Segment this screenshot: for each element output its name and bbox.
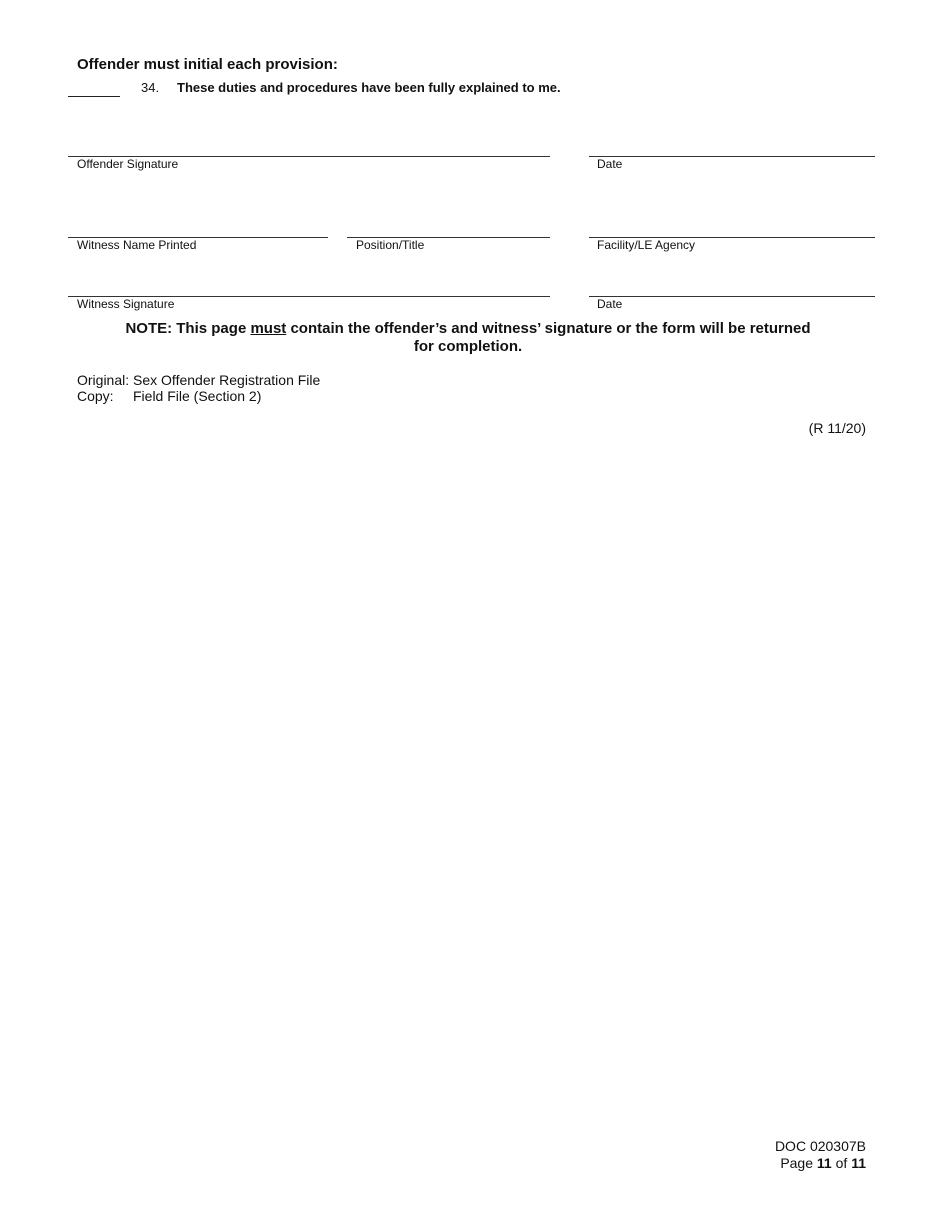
section-heading: Offender must initial each provision: (77, 56, 338, 73)
page-indicator (775, 1155, 866, 1172)
page-current: 11 (816, 1155, 832, 1171)
position-title-label: Position/Title (356, 238, 425, 252)
page-prefix: Page (780, 1155, 814, 1171)
witness-signature-label: Witness Signature (77, 297, 175, 311)
note-suffix: contain the offender’s and witness’ signature or the form will be returned for completion. (286, 320, 811, 355)
initials-line[interactable] (68, 96, 120, 97)
witness-name-label: Witness Name Printed (77, 238, 197, 252)
witness-date-label: Date (597, 297, 623, 311)
witness-date-line[interactable] (589, 296, 875, 297)
completion-note (120, 320, 816, 356)
page-of: of (835, 1155, 848, 1171)
revision-code: (R 11/20) (808, 420, 866, 436)
doc-number: DOC 020307B (774, 1138, 866, 1154)
offender-date-label: Date (597, 157, 623, 171)
distribution-original (77, 372, 320, 388)
copy-label: Copy: (77, 388, 114, 404)
document-footer (775, 1138, 866, 1172)
original-label: Original: (77, 372, 130, 388)
distribution-list (77, 372, 320, 404)
provision-number: 34. (141, 80, 160, 95)
offender-signature-label: Offender Signature (77, 157, 179, 171)
note-prefix: NOTE: This page (125, 320, 251, 337)
original-value: Sex Offender Registration File (133, 372, 321, 388)
distribution-copy (77, 388, 320, 404)
offender-date-line[interactable] (589, 156, 875, 157)
copy-value: Field File (Section 2) (133, 388, 262, 404)
facility-agency-label: Facility/LE Agency (597, 238, 696, 252)
note-emphasis: must (250, 320, 287, 337)
page-total: 11 (851, 1155, 866, 1171)
provision-text: These duties and procedures have been fully explained to me. (177, 80, 561, 95)
